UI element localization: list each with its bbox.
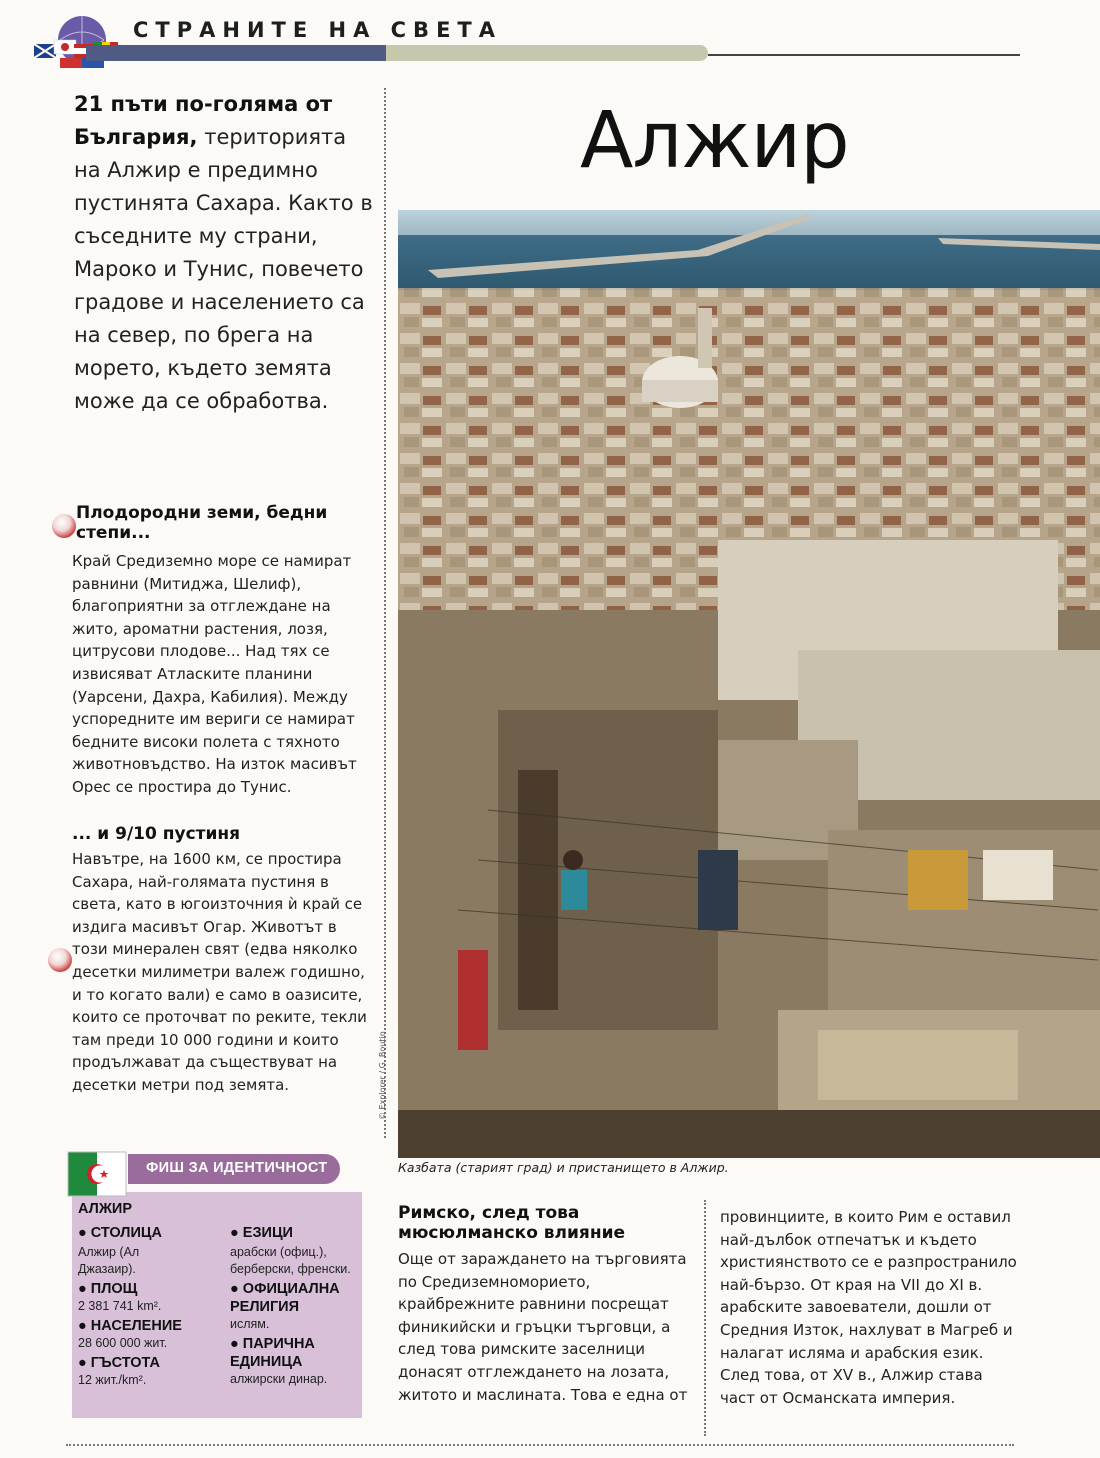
id-column-left [78,1224,226,1389]
id-population-label: ● НАСЕЛЕНИЕ [78,1318,182,1334]
section-text-roman: Още от зараждането на търговията по Средиземноморието, крайбрежните равнини посрещат финикийски и гръцки търговци, а след това римските заселници донасят отглеждането на лозата, житото и маслината. Това е една от [398,1250,688,1404]
id-currency-value: алжирски динар. [230,1372,328,1386]
id-religion-value: ислям. [230,1317,270,1331]
id-currency-label: ● ПАРИЧНА ЕДИНИЦА [230,1336,315,1370]
photo-caption: Казбата (старият град) и пристанището в Алжир. [398,1160,729,1175]
footer-rule [66,1444,1014,1446]
column-divider [704,1200,706,1436]
bullet-ball-icon [52,514,76,538]
id-country-name: АЛЖИР [78,1201,133,1217]
header-rule [708,54,1020,56]
algeria-flag-icon [66,1150,128,1198]
section-heading-roman: Римско, след това мюсюлманско влияние [398,1203,626,1243]
id-languages-label: ● ЕЗИЦИ [230,1225,293,1241]
intro-text: територията на Алжир е предимно пустинята Сахара. Както в съседните му страни, Мароко и Тунис, повечето градове и населението са на север, по брега на морето, където земята може да се обработва. [74,125,373,413]
id-area-label: ● ПЛОЩ [78,1281,138,1297]
photo-credit: © Explorer / G. Boutin [378,1031,387,1120]
identity-card-title: ФИШ ЗА ИДЕНТИЧНОСТ [146,1160,328,1176]
intro-lead: 21 пъти по-голяма от България, [74,92,333,149]
section-text-desert: Навътре, на 1600 км, се простира Сахара, най-голямата пустиня в света, като в югоизточния ѝ край се издига масивът Огар. Животът в този минерален свят (едва няколко десетки милиметри валеж годишно, и то когато вали) е само в оазисите, които се проточват по реките, текли там преди 10 000 години и които продължават да съществуват на десетки метри под земята. [72,850,367,1094]
id-density-label: ● ГЪСТОТА [78,1355,160,1371]
header-bar-accent [386,45,708,61]
section-text-fertile: Край Средиземно море се намират равнини (Митиджа, Шелиф), благоприятни за отглеждане на жито, ароматни растения, лозя, цитрусови плодове... Над тях се извисяват Атласките планини (Уарсени, Дахра, Кабилия). Между успоредните им вериги се намират бедните високи полета с тяхното животновъдство. На изток масивът Орес се простира до Тунис. [72,552,357,796]
column-divider [384,88,386,1138]
id-capital-value: Алжир (Ал Джазаир). [78,1245,140,1276]
id-area-value: 2 381 741 km². [78,1299,162,1313]
header-bar [86,45,386,61]
section-heading-desert: ... и 9/10 пустиня [72,824,241,844]
bullet-ball-icon [48,948,72,972]
id-capital-label: ● СТОЛИЦА [78,1225,162,1241]
section-heading-fertile: Плодородни земи, бедни степи... [76,503,328,543]
id-religion-label: ● ОФИЦИАЛНА РЕЛИГИЯ [230,1281,340,1315]
id-density-value: 12 жит./km². [78,1373,147,1387]
id-languages-value: арабски (офиц.), берберски, френски. [230,1245,351,1276]
intro-paragraph [74,88,374,418]
id-population-value: 28 600 000 жит. [78,1336,168,1350]
id-column-right [230,1224,362,1388]
section-text-roman-continued: провинциите, в които Рим е оставил най-дълбок отпечатък и където християнството се е разпространило най-бързо. От края на VII до XI в. арабските завоеватели, дошли от Средния Изток, нахлуват в Магреб и налагат исляма и арабския език. След това, от XV в., Алжир става част от Османската империя. [720,1208,1017,1407]
identity-card [66,1150,362,1418]
section-title: СТРАНИТЕ НА СВЕТА [133,18,502,42]
kasbah-photo [398,210,1100,1158]
page-title: Алжир [580,96,849,186]
